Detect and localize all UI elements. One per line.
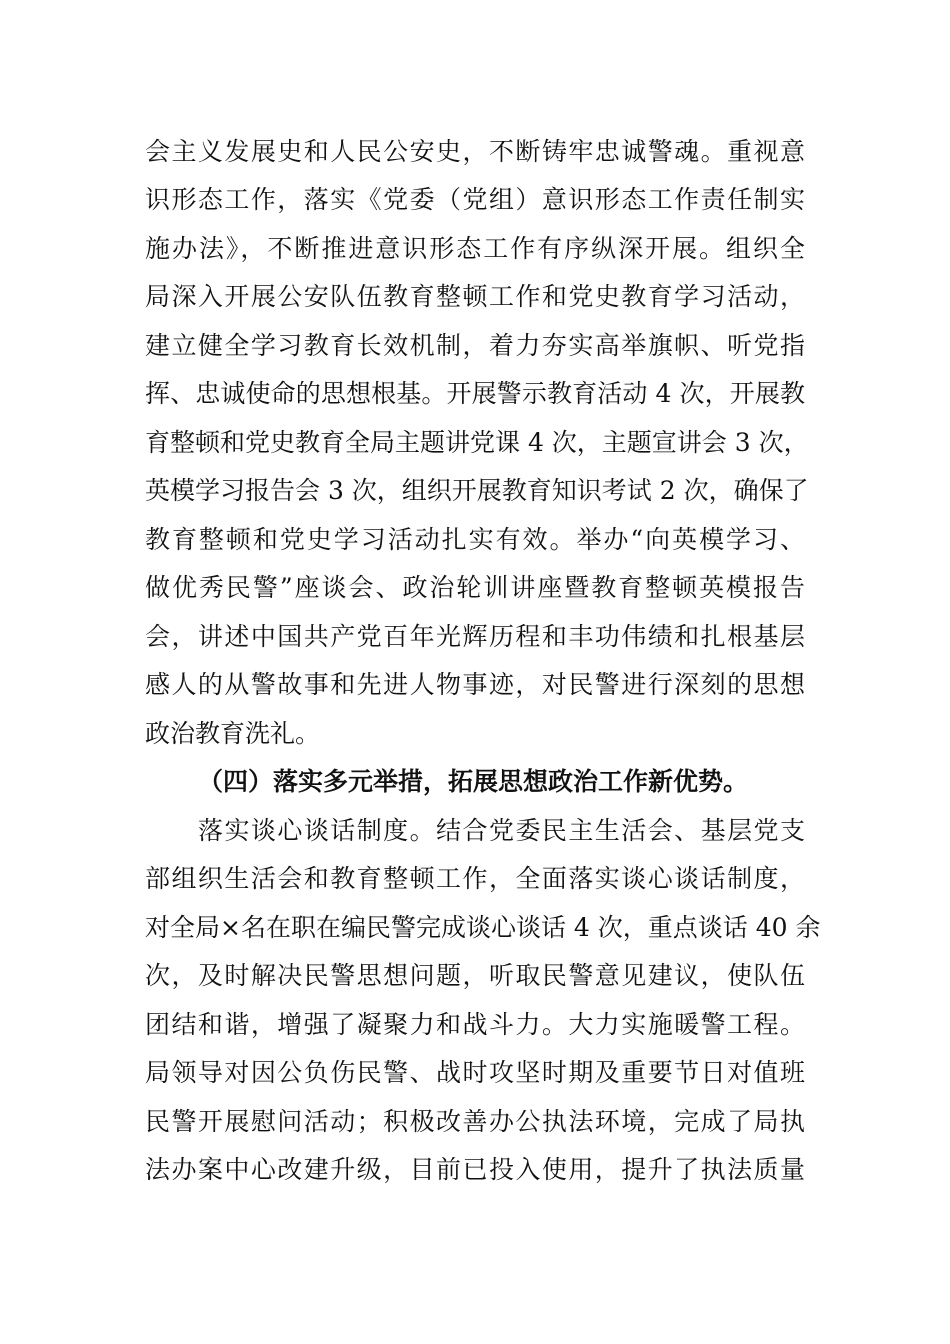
text-line: 教育整顿和党史学习活动扎实有效。举办“向英模学习、 (145, 525, 805, 554)
text-line: 局深入开展公安队伍教育整顿工作和党史教育学习活动， (145, 282, 805, 311)
text-line: 落实谈心谈话制度。结合党委民主生活会、基层党支 (198, 816, 805, 845)
text-line: 部组织生活会和教育整顿工作，全面落实谈心谈话制度， (145, 864, 805, 893)
text-line: 施办法》，不断推进意识形态工作有序纵深开展。组织全 (145, 234, 805, 263)
text-line: 民警开展慰问活动；积极改善办公执法环境，完成了局执 (145, 1107, 805, 1136)
text-line: 识形态工作，落实《党委（党组）意识形态工作责任制实 (145, 185, 805, 214)
text-line: 育整顿和党史教育全局主题讲党课 4 次，主题宣讲会 3 次， (145, 428, 809, 457)
text-line: 团结和谐，增强了凝聚力和战斗力。大力实施暖警工程。 (145, 1010, 805, 1039)
text-line: 会主义发展史和人民公安史，不断铸牢忠诚警魂。重视意 (145, 137, 805, 166)
text-line: 对全局×名在职在编民警完成谈心谈话 4 次，重点谈话 40 余 (145, 913, 821, 942)
text-line: 政治教育洗礼。 (145, 719, 321, 748)
text-line: 英模学习报告会 3 次，组织开展教育知识考试 2 次，确保了 (145, 476, 809, 505)
text-line: 建立健全学习教育长效机制，着力夯实高举旗帜、听党指 (145, 331, 805, 360)
text-line: 局领导对因公负伤民警、战时攻坚时期及重要节日对值班 (145, 1058, 805, 1087)
text-line: 感人的从警故事和先进人物事迹，对民警进行深刻的思想 (145, 670, 805, 699)
text-line: 做优秀民警”座谈会、政治轮训讲座暨教育整顿英模报告 (145, 573, 805, 602)
text-line: 次，及时解决民警思想问题，听取民警意见建议，使队伍 (145, 961, 805, 990)
text-line: 法办案中心改建升级，目前已投入使用，提升了执法质量 (145, 1155, 805, 1184)
section-heading: （四）落实多元举措，拓展思想政治工作新优势。 (198, 767, 749, 796)
text-line: 挥、忠诚使命的思想根基。开展警示教育活动 4 次，开展教 (145, 379, 805, 408)
text-line: 会，讲述中国共产党百年光辉历程和丰功伟绩和扎根基层 (145, 622, 805, 651)
